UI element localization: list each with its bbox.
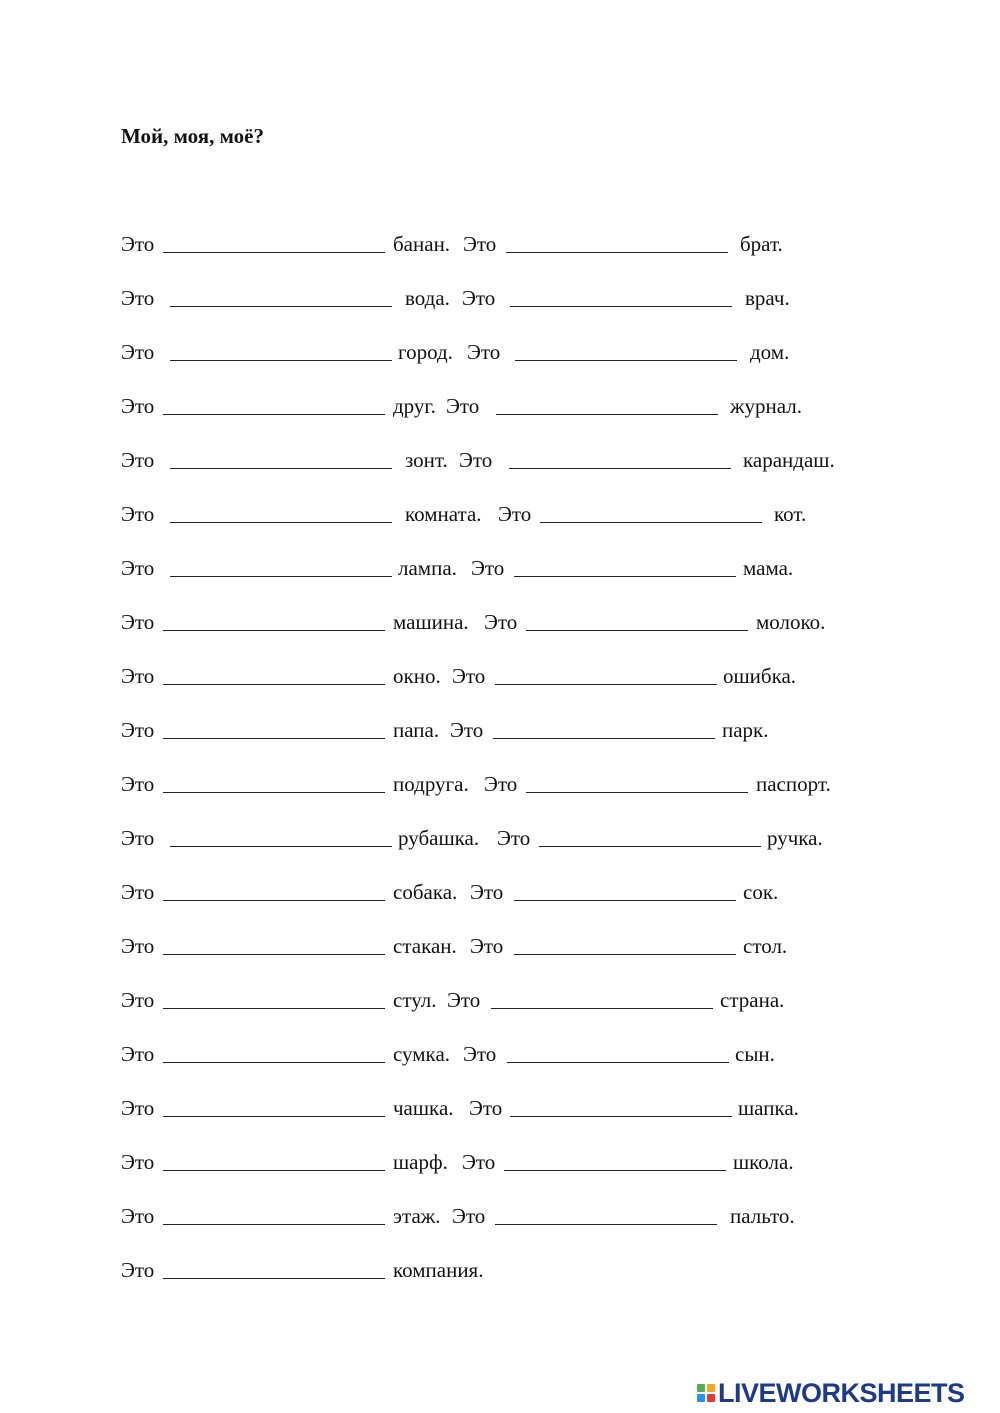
answer-blank[interactable] (170, 500, 392, 528)
prefix-text: Это (450, 718, 484, 742)
noun-word: окно. (393, 664, 441, 688)
noun-word: банан. (393, 232, 451, 256)
prefix-text: Это (121, 448, 155, 472)
noun-word: стул. (393, 988, 437, 1012)
prefix-text: Это (121, 340, 155, 364)
noun-word: ручка. (767, 826, 823, 850)
prefix-text: Это (471, 556, 505, 580)
answer-blank[interactable] (163, 932, 385, 960)
logo-tile (707, 1394, 715, 1402)
prefix-text: Это (446, 394, 480, 418)
noun-word: подруга. (393, 772, 469, 796)
prefix-text: Это (463, 1042, 497, 1066)
prefix-text: Это (447, 988, 481, 1012)
prefix-text: Это (484, 610, 518, 634)
worksheet-title: Мой, моя, моё? (121, 124, 264, 148)
answer-blank[interactable] (170, 824, 392, 852)
noun-word: сын. (735, 1042, 775, 1066)
answer-blank[interactable] (163, 1256, 385, 1284)
logo-tile (707, 1384, 715, 1392)
liveworksheets-logo (697, 1378, 965, 1408)
answer-blank[interactable] (170, 554, 392, 582)
prefix-text: Это (121, 394, 155, 418)
answer-blank[interactable] (163, 1094, 385, 1122)
noun-word: мама. (743, 556, 794, 580)
answer-blank[interactable] (495, 662, 717, 690)
answer-blank[interactable] (163, 1040, 385, 1068)
noun-word: дом. (750, 340, 790, 364)
answer-blank[interactable] (163, 1202, 385, 1230)
noun-word: стол. (743, 934, 788, 958)
noun-word: врач. (745, 286, 790, 310)
prefix-text: Это (121, 880, 155, 904)
answer-blank[interactable] (163, 230, 385, 258)
prefix-text: Это (121, 1258, 155, 1282)
answer-blank[interactable] (496, 392, 718, 420)
noun-word: парк. (722, 718, 769, 742)
answer-blank[interactable] (539, 824, 761, 852)
answer-blank[interactable] (514, 932, 736, 960)
prefix-text: Это (121, 772, 155, 796)
logo-tile (697, 1394, 705, 1402)
answer-blank[interactable] (163, 662, 385, 690)
noun-word: папа. (393, 718, 440, 742)
answer-blank[interactable] (509, 446, 731, 474)
noun-word: шарф. (393, 1150, 448, 1174)
noun-word: сумка. (393, 1042, 451, 1066)
noun-word: пальто. (730, 1204, 795, 1228)
answer-blank[interactable] (515, 338, 737, 366)
noun-word: кот. (774, 502, 807, 526)
answer-blank[interactable] (510, 284, 732, 312)
answer-blank[interactable] (493, 716, 715, 744)
prefix-text: Это (462, 286, 496, 310)
noun-word: город. (398, 340, 453, 364)
prefix-text: Это (462, 1150, 496, 1174)
answer-blank[interactable] (526, 770, 748, 798)
answer-blank[interactable] (504, 1148, 726, 1176)
answer-blank[interactable] (163, 608, 385, 636)
prefix-text: Это (497, 826, 531, 850)
noun-word: стакан. (393, 934, 457, 958)
noun-word: страна. (720, 988, 785, 1012)
answer-blank[interactable] (170, 284, 392, 312)
noun-word: шапка. (738, 1096, 799, 1120)
noun-word: ошибка. (723, 664, 797, 688)
noun-word: чашка. (393, 1096, 454, 1120)
noun-word: школа. (733, 1150, 794, 1174)
noun-word: машина. (393, 610, 469, 634)
answer-blank[interactable] (163, 986, 385, 1014)
answer-blank[interactable] (170, 446, 392, 474)
noun-word: карандаш. (743, 448, 835, 472)
noun-word: друг. (393, 394, 436, 418)
prefix-text: Это (121, 556, 155, 580)
noun-word: компания. (393, 1258, 484, 1282)
answer-blank[interactable] (163, 716, 385, 744)
liveworksheets-logo-icon (697, 1384, 715, 1402)
prefix-text: Это (469, 1096, 503, 1120)
answer-blank[interactable] (170, 338, 392, 366)
prefix-text: Это (484, 772, 518, 796)
prefix-text: Это (121, 988, 155, 1012)
prefix-text: Это (463, 232, 497, 256)
noun-word: рубашка. (398, 826, 480, 850)
noun-word: журнал. (730, 394, 802, 418)
prefix-text: Это (121, 934, 155, 958)
noun-word: брат. (740, 232, 783, 256)
prefix-text: Это (121, 610, 155, 634)
answer-blank[interactable] (510, 1094, 732, 1122)
prefix-text: Это (121, 1204, 155, 1228)
answer-blank[interactable] (163, 770, 385, 798)
noun-word: лампа. (398, 556, 457, 580)
answer-blank[interactable] (163, 1148, 385, 1176)
prefix-text: Это (121, 232, 155, 256)
prefix-text: Это (467, 340, 501, 364)
answer-blank[interactable] (514, 878, 736, 906)
prefix-text: Это (121, 664, 155, 688)
prefix-text: Это (452, 664, 486, 688)
prefix-text: Это (121, 1096, 155, 1120)
answer-blank[interactable] (506, 230, 728, 258)
answer-blank[interactable] (507, 1040, 729, 1068)
answer-blank[interactable] (163, 878, 385, 906)
answer-blank[interactable] (514, 554, 736, 582)
prefix-text: Это (459, 448, 493, 472)
prefix-text: Это (121, 1150, 155, 1174)
noun-word: этаж. (393, 1204, 441, 1228)
answer-blank[interactable] (163, 392, 385, 420)
noun-word: собака. (393, 880, 458, 904)
logo-tile (697, 1384, 705, 1392)
noun-word: паспорт. (756, 772, 831, 796)
prefix-text: Это (121, 1042, 155, 1066)
noun-word: молоко. (756, 610, 826, 634)
logo-text: LIVEWORKSHEETS (718, 1378, 965, 1408)
noun-word: сок. (743, 880, 779, 904)
answer-blank[interactable] (540, 500, 762, 528)
answer-blank[interactable] (495, 1202, 717, 1230)
prefix-text: Это (121, 286, 155, 310)
prefix-text: Это (121, 502, 155, 526)
prefix-text: Это (121, 826, 155, 850)
noun-word: вода. (405, 286, 450, 310)
prefix-text: Это (452, 1204, 486, 1228)
noun-word: зонт. (405, 448, 448, 472)
prefix-text: Это (470, 880, 504, 904)
answer-blank[interactable] (526, 608, 748, 636)
prefix-text: Это (121, 718, 155, 742)
noun-word: комната. (405, 502, 482, 526)
prefix-text: Это (498, 502, 532, 526)
prefix-text: Это (470, 934, 504, 958)
answer-blank[interactable] (491, 986, 713, 1014)
